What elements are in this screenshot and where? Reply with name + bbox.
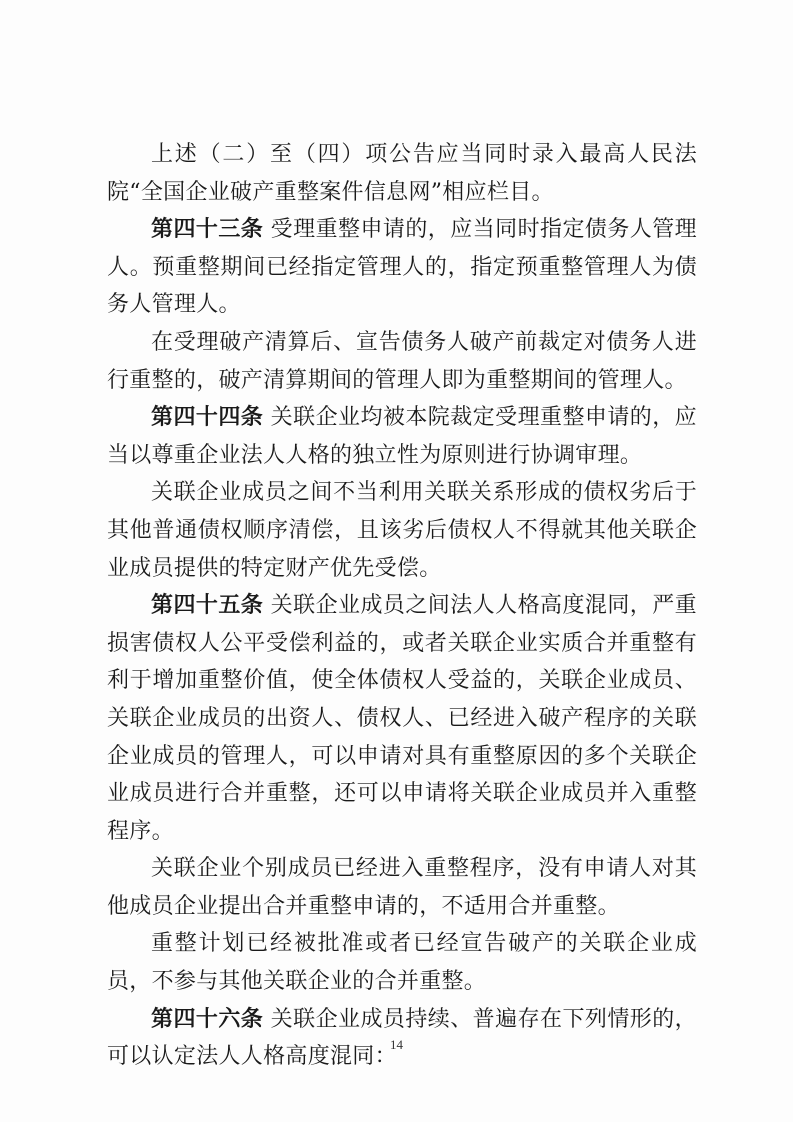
paragraph-8 <box>107 925 697 1000</box>
paragraph-1 <box>107 136 697 211</box>
paragraph-3-text: 在受理破产清算后、宣告债务人破产前裁定对债务人进行重整的，破产清算期间的管理人即为重整期间的管理人。 <box>107 329 697 393</box>
article-44-heading: 第四十四条 <box>151 405 264 431</box>
paragraph-1-text: 上述（二）至（四）项公告应当同时录入最高人民法院“全国企业破产重整案件信息网”相应栏目。 <box>107 142 697 205</box>
article-44-text: 关联企业均被本院裁定受理重整申请的，应当以尊重企业法人人格的独立性为原则进行协调审理。 <box>107 405 697 468</box>
paragraph-7-text: 关联企业个别成员已经进入重整程序，没有申请人对其他成员企业提出合并重整申请的，不适用合并重整。 <box>107 856 697 919</box>
article-45-text: 关联企业成员之间法人人格高度混同，严重损害债权人公平受偿利益的，或者关联企业实质合并重整有利于增加重整价值，使全体债权人受益的，关联企业成员、关联企业成员的出资人、债权人、已经进入破产程序的关联企业成员的管理人，可以申请对具有重整原因的多个关联企业成员进行合并重整，还可以申请将关联企业成员并入重整程序。 <box>107 593 697 844</box>
article-46-text: 关联企业成员持续、普遍存在下列情形的，可以认定法人人格高度混同： <box>107 1006 697 1070</box>
article-43-text: 受理重整申请的，应当同时指定债务人管理人。预重整期间已经指定管理人的，指定预重整管理人为债务人管理人。 <box>107 217 697 318</box>
page-number: 14 <box>390 1037 403 1052</box>
paragraph-3 <box>107 324 697 399</box>
article-45 <box>107 587 697 850</box>
article-43-heading: 第四十三条 <box>151 217 264 243</box>
paragraph-8-text: 重整计划已经被批准或者已经宣告破产的关联企业成员，不参与其他关联企业的合并重整。 <box>107 931 697 995</box>
article-43 <box>107 211 697 324</box>
paragraph-5-text: 关联企业成员之间不当利用关联关系形成的债权劣后于其他普通债权顺序清偿，且该劣后债权人不得就其他关联企业成员提供的特定财产优先受偿。 <box>107 480 697 581</box>
paragraph-5 <box>107 474 697 587</box>
article-46-heading: 第四十六条 <box>151 1006 264 1032</box>
article-45-heading: 第四十五条 <box>151 593 264 619</box>
document-body <box>107 136 697 1076</box>
article-44 <box>107 399 697 474</box>
paragraph-7 <box>107 850 697 925</box>
